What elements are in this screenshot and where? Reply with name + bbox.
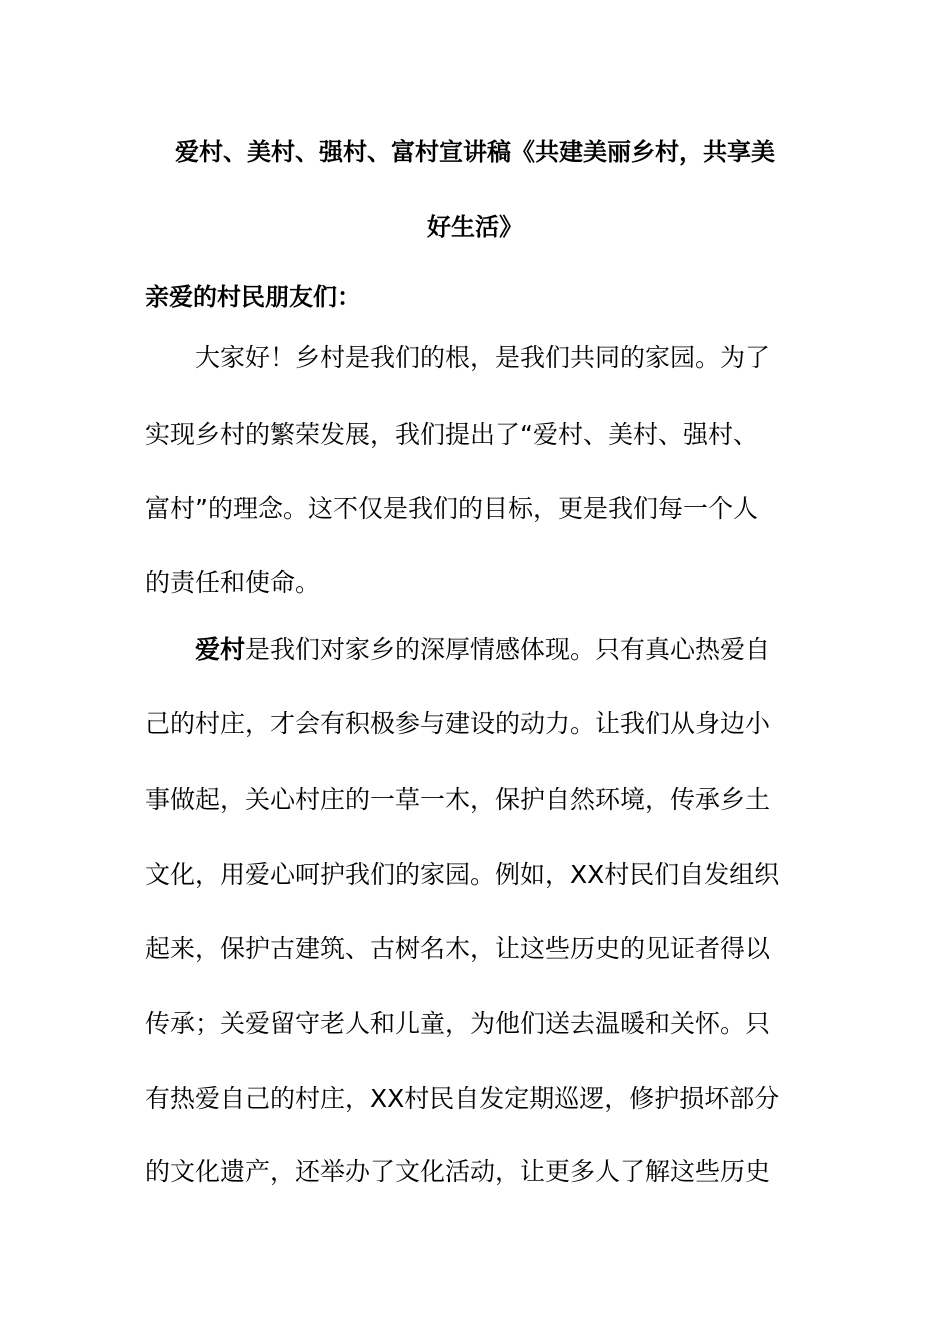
document-title-line-2: 好生活》 — [427, 213, 523, 241]
paragraph-1-line-4: 的责任和使命。 — [145, 568, 321, 597]
paragraph-1-line-3: 富村”的理念。这不仅是我们的目标，更是我们每一个人 — [145, 494, 758, 523]
paragraph-2-line-1 — [195, 635, 770, 665]
paragraph-2-line-8: 的文化遗产，还举办了文化活动，让更多人了解这些历史 — [145, 1157, 771, 1186]
paragraph-1-line-2: 实现乡村的繁荣发展，我们提出了“爱村、美村、强村、 — [145, 420, 758, 449]
paragraph-1-line-1: 大家好！乡村是我们的根，是我们共同的家园。为了 — [195, 343, 771, 372]
paragraph-2-line-4: 文化，用爱心呵护我们的家园。例如，XX村民们自发组织 — [145, 860, 780, 889]
paragraph-2-line-3: 事做起，关心村庄的一草一木，保护自然环境，传承乡土 — [145, 785, 771, 814]
paragraph-2-line-7: 有热爱自己的村庄，XX村民自发定期巡逻，修护损坏部分 — [145, 1084, 780, 1113]
document-title-line-1: 爱村、美村、强村、富村宣讲稿《共建美丽乡村，共享美 — [175, 138, 775, 166]
paragraph-2-lead-term: 爱村 — [195, 635, 246, 664]
paragraph-2-line-6: 传承；关爱留守老人和儿童，为他们送去温暖和关怀。只 — [145, 1009, 771, 1038]
paragraph-2-line-1-text: 是我们对家乡的深厚情感体现。只有真心热爱自 — [245, 635, 771, 664]
paragraph-2-line-5: 起来，保护古建筑、古树名木，让这些历史的见证者得以 — [145, 934, 771, 963]
salutation: 亲爱的村民朋友们： — [145, 283, 361, 311]
paragraph-2-line-2: 己的村庄，才会有积极参与建设的动力。让我们从身边小 — [145, 709, 771, 738]
